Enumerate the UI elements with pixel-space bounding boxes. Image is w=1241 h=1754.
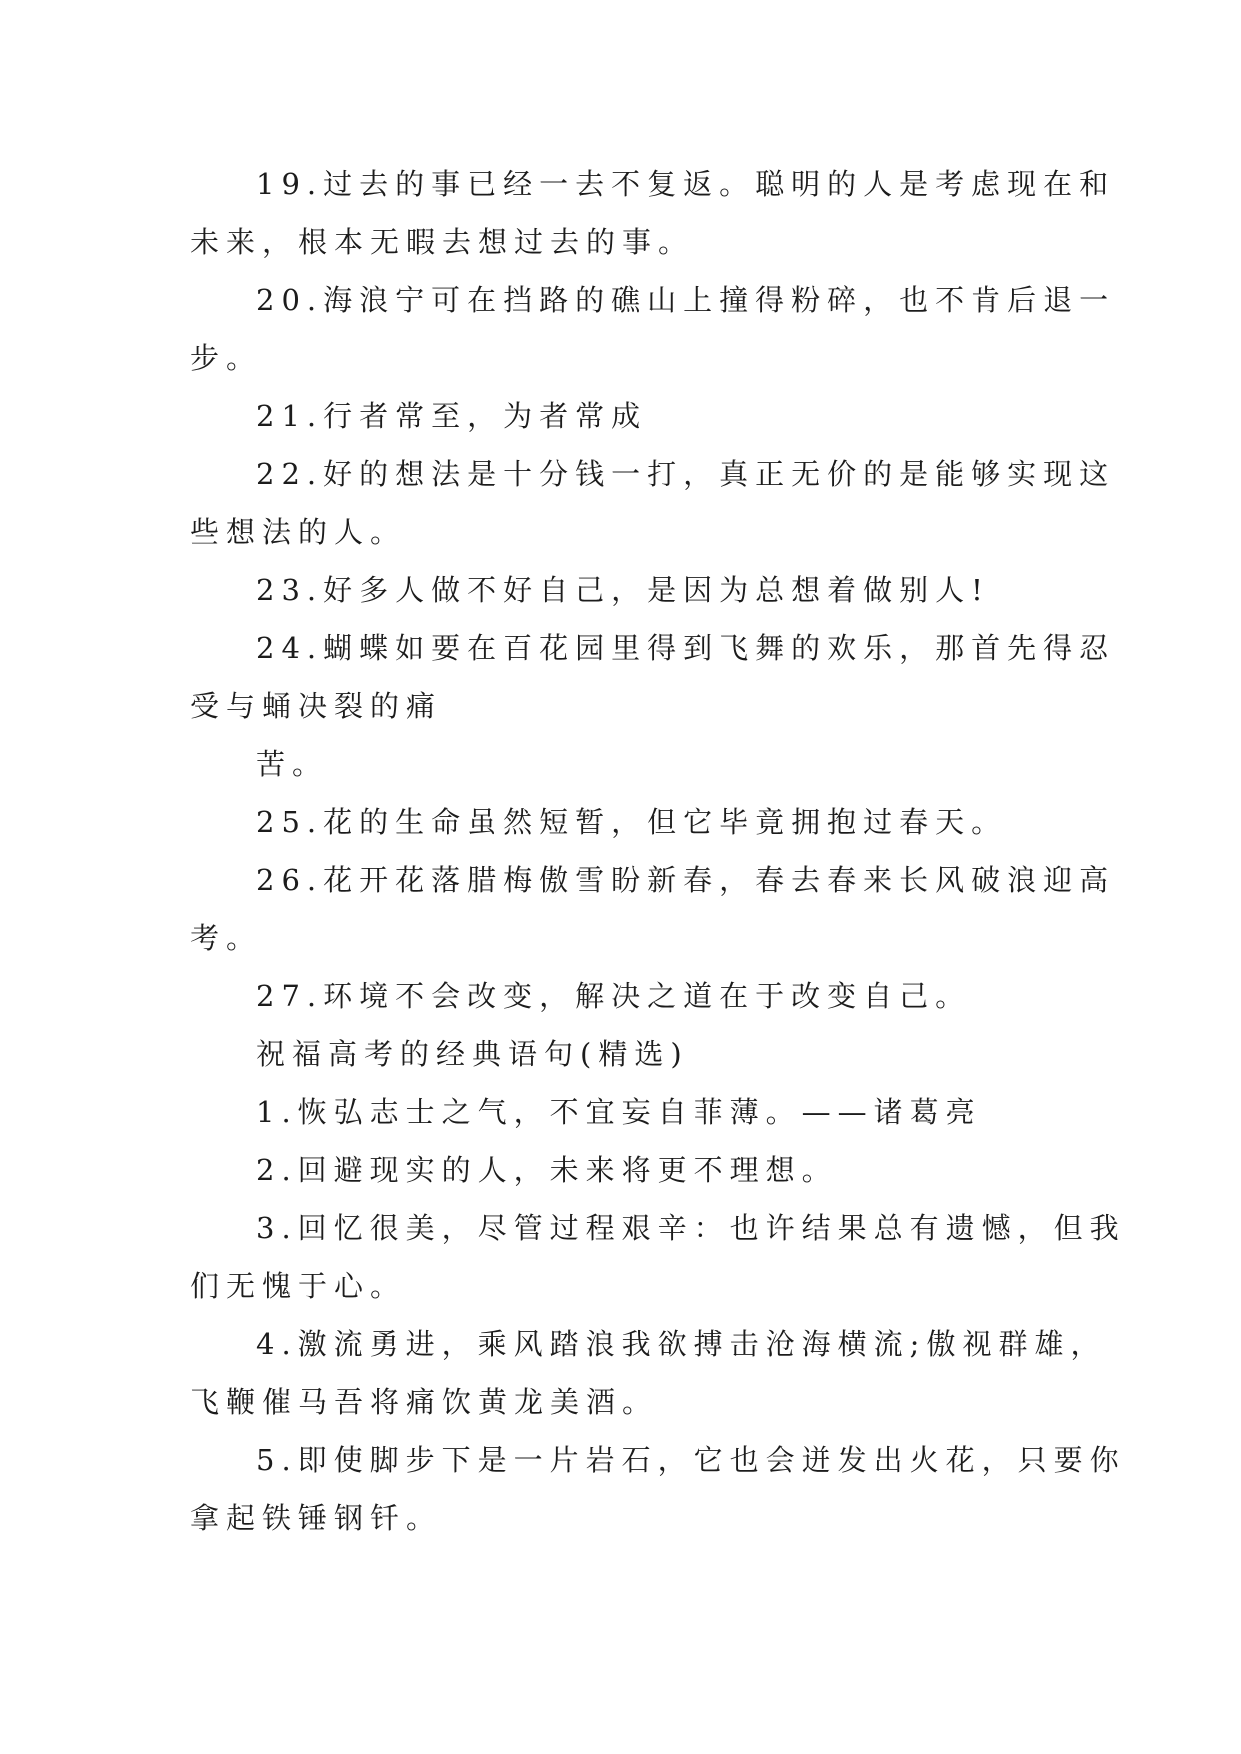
text-line: 考。	[190, 921, 263, 955]
text-line: 受与蛹决裂的痛	[190, 689, 443, 723]
text-line: 4.激流勇进，乘风踏浪我欲搏击沧海横流;傲视群雄，	[256, 1327, 1107, 1361]
text-line: 25.花的生命虽然短暂，但它毕竟拥抱过春天。	[256, 805, 1008, 839]
text-line: 23.好多人做不好自己，是因为总想着做别人!	[256, 573, 990, 607]
text-line: 3.回忆很美，尽管过程艰辛：也许结果总有遗憾，但我	[256, 1211, 1126, 1245]
text-line: 未来，根本无暇去想过去的事。	[190, 225, 695, 259]
text-line: 们无愧于心。	[190, 1269, 407, 1303]
text-line: 拿起铁锤钢钎。	[190, 1501, 443, 1535]
text-line: 些想法的人。	[190, 515, 407, 549]
text-line: 飞鞭催马吾将痛饮黄龙美酒。	[190, 1385, 659, 1419]
text-line: 苦。	[256, 747, 329, 781]
text-line: 19.过去的事已经一去不复返。聪明的人是考虑现在和	[256, 167, 1116, 201]
text-line: 20.海浪宁可在挡路的礁山上撞得粉碎，也不肯后退一	[256, 283, 1116, 317]
text-line: 5.即使脚步下是一片岩石，它也会迸发出火花，只要你	[256, 1443, 1126, 1477]
text-line: 22.好的想法是十分钱一打，真正无价的是能够实现这	[256, 457, 1116, 491]
text-line: 27.环境不会改变，解决之道在于改变自己。	[256, 979, 972, 1013]
text-line: 2.回避现实的人，未来将更不理想。	[256, 1153, 838, 1187]
text-line: 21.行者常至，为者常成	[256, 399, 648, 433]
text-line: 1.恢弘志士之气，不宜妄自菲薄。——诸葛亮	[256, 1095, 982, 1129]
text-line: 26.花开花落腊梅傲雪盼新春，春去春来长风破浪迎高	[256, 863, 1116, 897]
text-line: 24.蝴蝶如要在百花园里得到飞舞的欢乐，那首先得忍	[256, 631, 1116, 665]
text-line: 步。	[190, 341, 263, 375]
section-heading: 祝福高考的经典语句(精选)	[256, 1037, 689, 1071]
